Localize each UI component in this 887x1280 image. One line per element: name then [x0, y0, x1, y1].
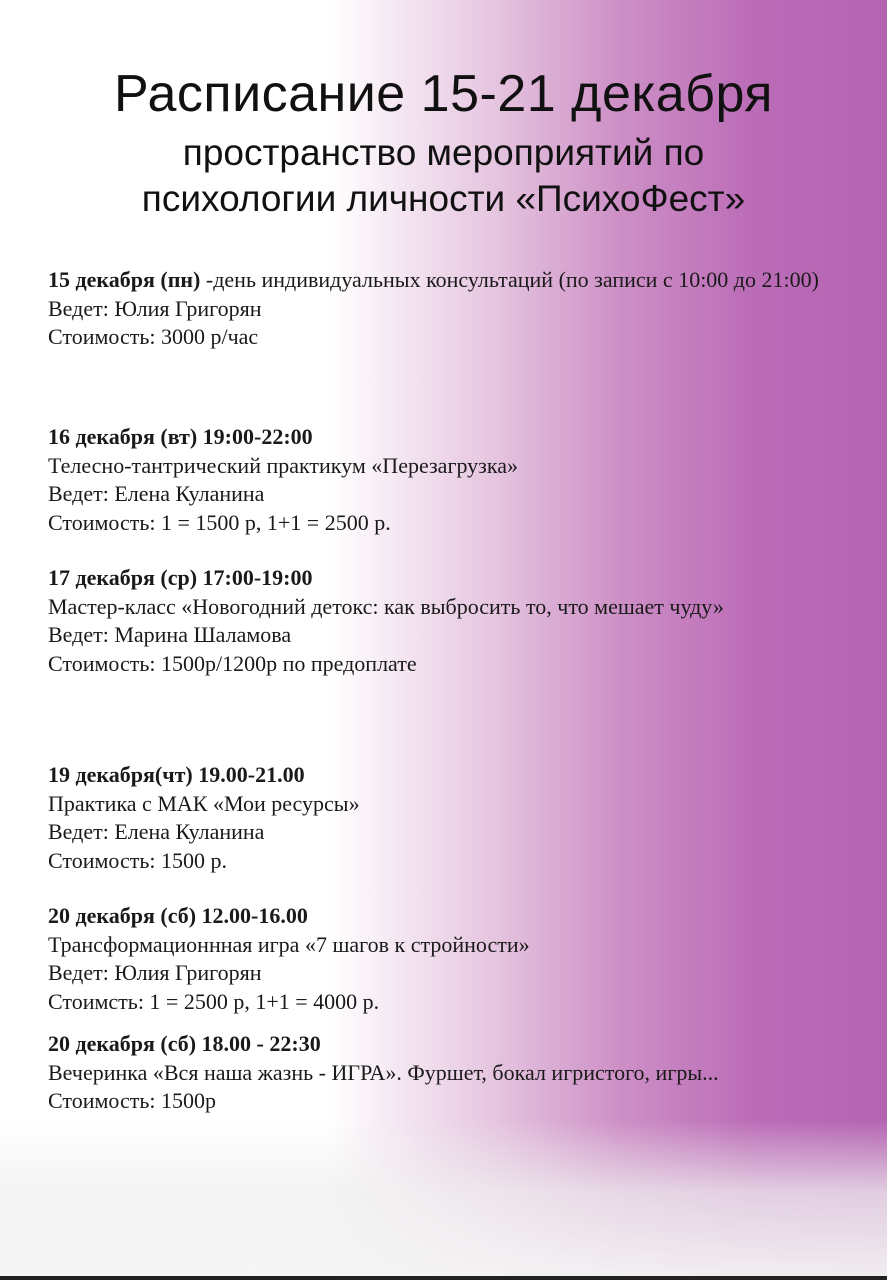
event-name: Трансформационнная игра «7 шагов к стройности» [48, 931, 530, 957]
event-price: Стоимость: 3000 р/час [48, 324, 259, 349]
event-host: Ведет: Юлия Григорян [48, 960, 262, 985]
event-item-5 [48, 902, 848, 1016]
event-host: Ведет: Елена Куланина [48, 819, 265, 844]
event-item-3 [48, 564, 848, 678]
event-price: Стоимсть: 1 = 2500 р, 1+1 = 4000 р. [48, 988, 380, 1014]
bottom-fade [0, 1120, 887, 1280]
event-price: Стоимость: 1 = 1500 р, 1+1 = 2500 р. [48, 509, 391, 535]
event-headline [48, 266, 848, 295]
event-name: Мастер-класс «Новогодний детокс: как выбросить то, что мешает чуду» [48, 593, 724, 619]
event-name: Телесно-тантрический практикум «Перезагрузка» [48, 452, 518, 478]
event-item-6 [48, 1030, 848, 1116]
event-price: Стоимость: 1500 р. [48, 847, 227, 873]
event-host: Ведет: Юлия Григорян [48, 295, 262, 321]
event-item-4 [48, 761, 848, 875]
event-price: Стоимость: 1500р [48, 1088, 216, 1113]
event-name: Вечеринка «Вся наша жазнь - ИГРА». Фуршет, бокал игристого, игры... [48, 1059, 719, 1085]
event-date: 19 декабря(чт) 19.00-21.00 [48, 762, 305, 787]
bottom-edge [0, 1276, 887, 1280]
page-title: Расписание 15-21 декабря [114, 65, 773, 123]
event-date: 15 декабря (пн) [48, 267, 201, 292]
event-item-1 [48, 266, 848, 352]
event-item-2 [48, 423, 848, 537]
event-price: Стоимость: 1500р/1200р по предоплате [48, 650, 417, 676]
event-name: Практика с МАК «Мои ресурсы» [48, 790, 360, 816]
subtitle-line-2: психологии личности «ПсихоФест» [141, 178, 746, 219]
event-description: -день индивидуальных консультаций (по записи с 10:00 до 21:00) [200, 267, 819, 292]
event-host: Ведет: Елена Куланина [48, 481, 265, 506]
event-date: 20 декабря (сб) 18.00 - 22:30 [48, 1031, 321, 1056]
page-subtitle [0, 130, 887, 222]
event-date: 17 декабря (ср) 17:00-19:00 [48, 565, 313, 590]
event-date: 16 декабря (вт) 19:00-22:00 [48, 424, 313, 449]
event-host: Ведет: Марина Шаламова [48, 622, 292, 647]
subtitle-line-1: пространство мероприятий по [182, 132, 705, 173]
event-date: 20 декабря (сб) 12.00-16.00 [48, 903, 308, 928]
